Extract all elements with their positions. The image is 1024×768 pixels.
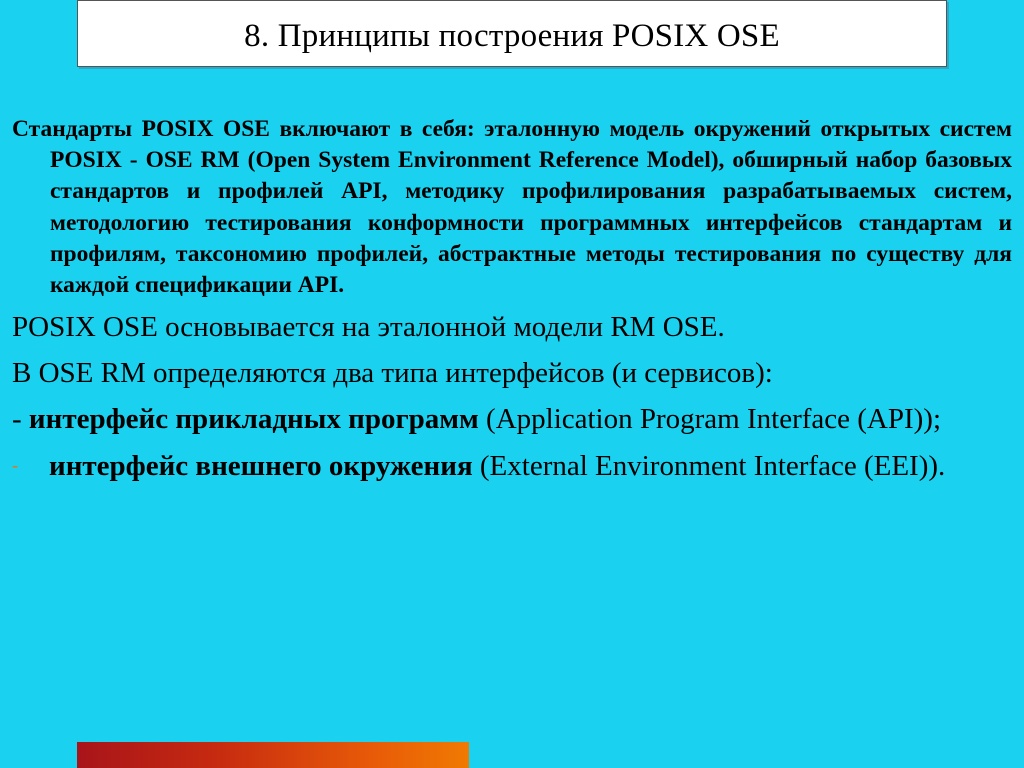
paragraph-standards: Стандарты POSIX OSE включают в себя: эталонную модель окружений открытых систем POSIX - OSE RM (Open System Environment Reference Model), обширный набор базовых стандартов и профилей API, методику профилирования разрабатываемых систем, методологию тестирования конформности программных интерфейсов стандартам и профилям, таксономию профилей, абстрактные методы тестирования по существу для каждой спецификации API. xyxy=(12,116,1012,299)
paragraph-interface-types: В OSE RM определяются два типа интерфейсов (и сервисов): xyxy=(12,357,773,390)
slide-title: 8. Принципы построения POSIX OSE xyxy=(244,18,780,54)
slide-content xyxy=(12,114,1012,486)
list-item-eei xyxy=(12,445,1012,486)
footer-gradient-bar xyxy=(77,742,469,768)
item-api-rest: (Application Program Interface (API)); xyxy=(478,403,942,436)
list-item-api xyxy=(12,399,1012,439)
dash-marker: - xyxy=(12,403,29,436)
paragraph-based-on: POSIX OSE основывается на эталонной модели RM OSE. xyxy=(12,311,725,344)
title-box xyxy=(77,0,947,67)
item-eei-bold: интерфейс внешнего окружения xyxy=(49,450,473,483)
bullet-marker: - xyxy=(12,455,18,476)
item-api-bold: интерфейс прикладных программ xyxy=(28,403,479,436)
item-eei-rest: (External Environment Interface (EEI)). xyxy=(472,450,946,483)
